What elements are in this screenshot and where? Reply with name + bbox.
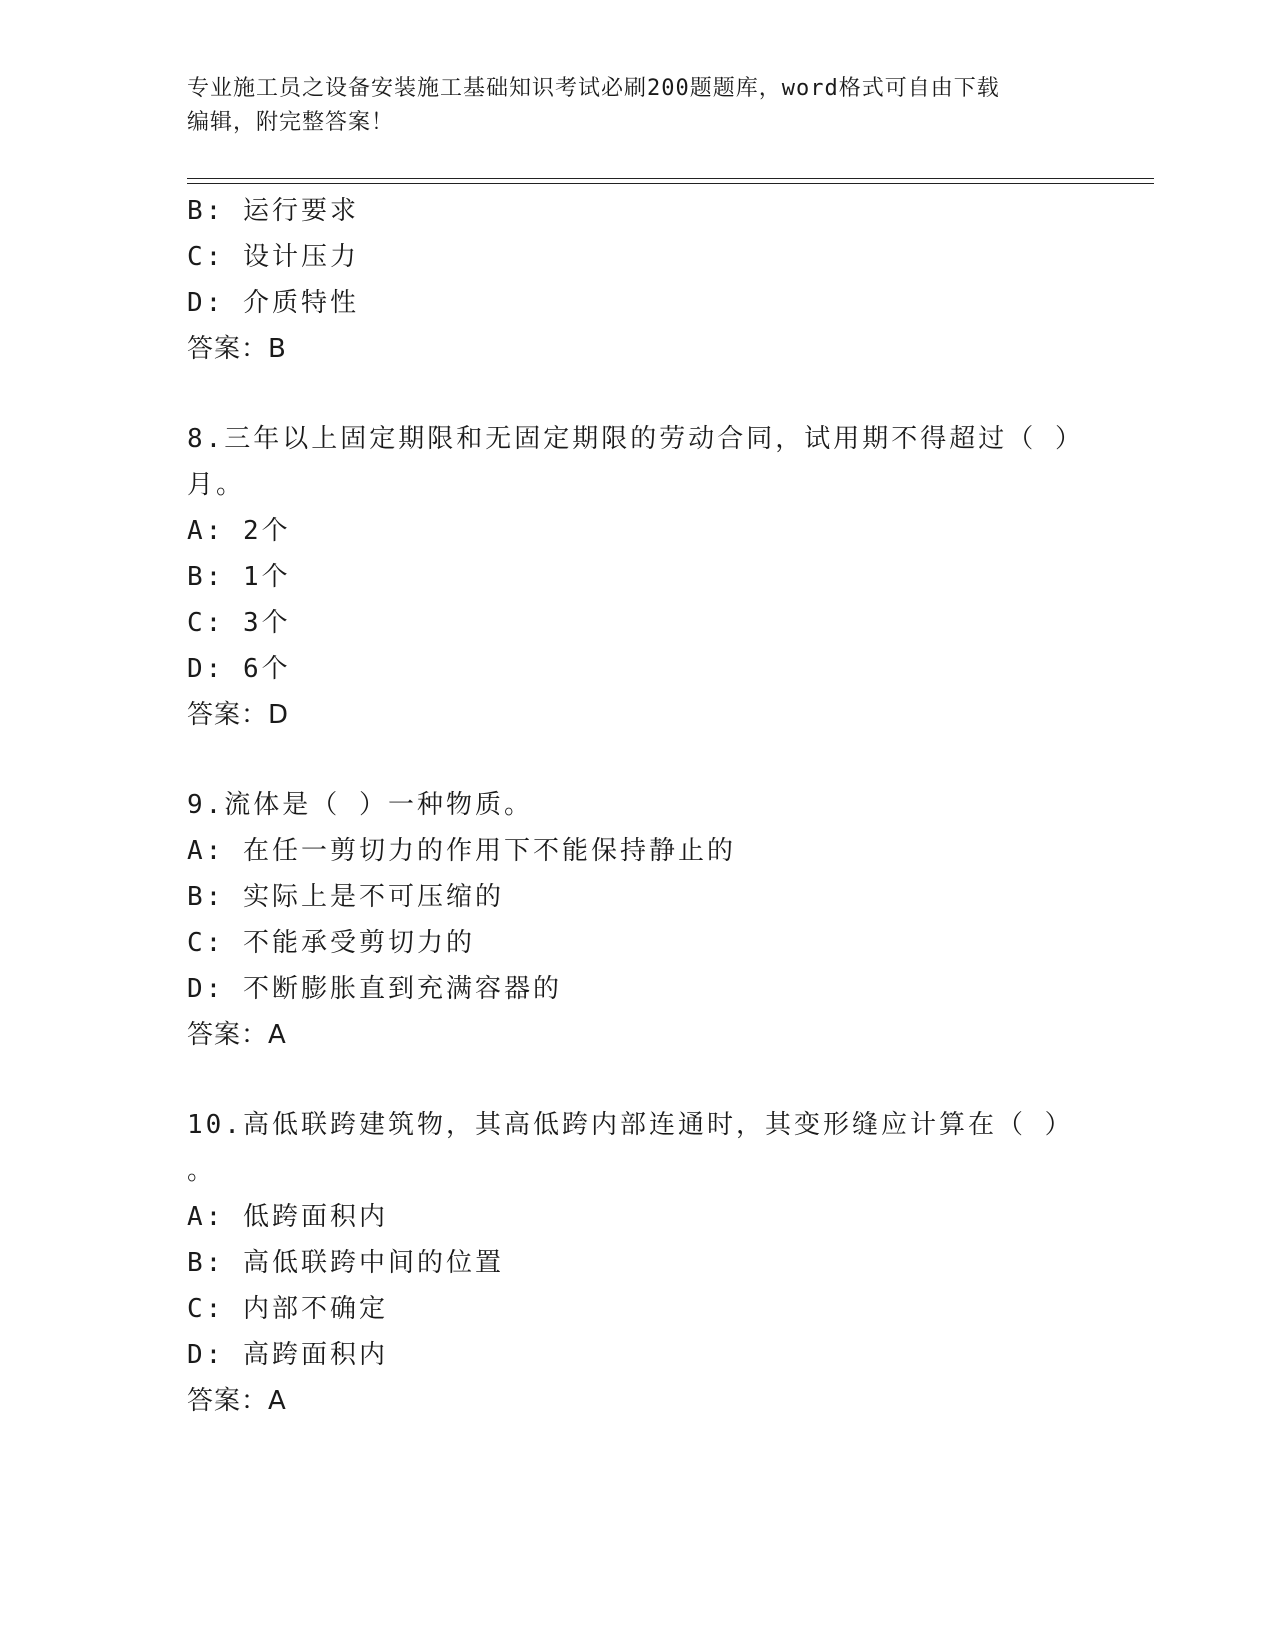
document-header [187,72,1087,140]
option-d: D: 不断膨胀直到充满容器的 [187,974,562,1004]
question-block-7-continued [187,188,1087,372]
header-title-line2: 编辑，附完整答案！ [187,110,395,135]
document-body [187,188,1087,1424]
option-c: C: 3个 [187,608,291,638]
option-d: D: 介质特性 [187,288,359,318]
option-c: C: 内部不确定 [187,1294,388,1324]
option-b: B: 运行要求 [187,196,359,226]
answer-line: 答案：D [187,700,290,730]
header-divider-top [187,178,1154,179]
question-text: 9.流体是（ ）一种物质。 [187,790,533,820]
option-a: A: 在任一剪切力的作用下不能保持静止的 [187,836,736,866]
answer-line: 答案：A [187,1020,287,1050]
option-b: B: 实际上是不可压缩的 [187,882,504,912]
header-divider-bottom [187,183,1154,184]
option-a: A: 低跨面积内 [187,1202,388,1232]
answer-line: 答案：A [187,1386,287,1416]
option-d: D: 6个 [187,654,291,684]
answer-line: 答案：B [187,334,287,364]
option-d: D: 高跨面积内 [187,1340,388,1370]
question-text: 8.三年以上固定期限和无固定期限的劳动合同，试用期不得超过（ ） [187,424,1084,454]
question-block-8 [187,416,1087,738]
option-c: C: 设计压力 [187,242,359,272]
option-a: A: 2个 [187,516,291,546]
question-block-9 [187,782,1087,1058]
option-b: B: 高低联跨中间的位置 [187,1248,504,1278]
question-block-10 [187,1102,1087,1424]
option-c: C: 不能承受剪切力的 [187,928,475,958]
question-text-continued: 月。 [187,470,246,500]
question-text-continued: 。 [187,1156,217,1186]
header-title-line1: 专业施工员之设备安装施工基础知识考试必刷200题题库，word格式可自由下载 [187,76,1000,101]
option-b: B: 1个 [187,562,291,592]
question-text: 10.高低联跨建筑物，其高低跨内部连通时，其变形缝应计算在（ ） [187,1110,1074,1140]
